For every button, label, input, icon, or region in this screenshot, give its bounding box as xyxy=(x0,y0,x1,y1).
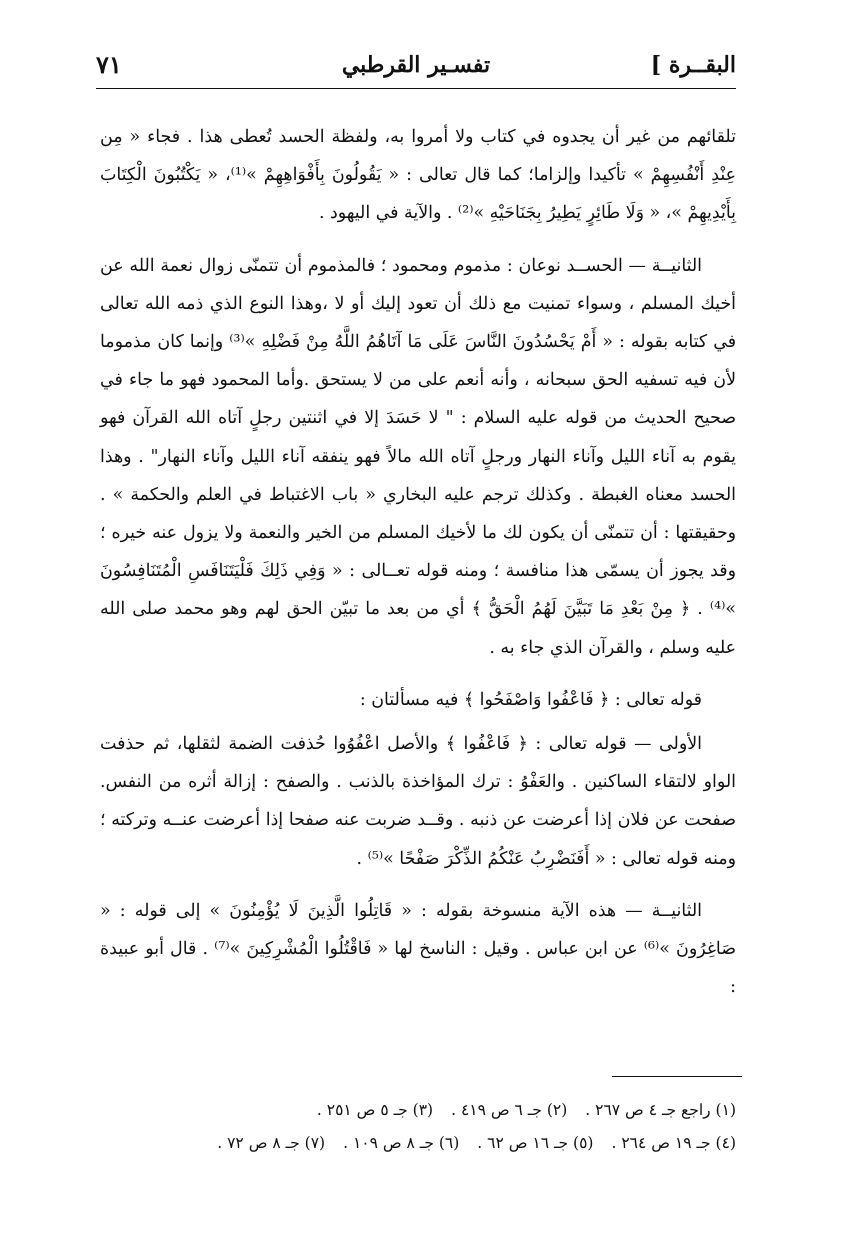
book-title: تفسـير القرطبي xyxy=(341,52,491,78)
footnote-7: (٧) جـ ٨ ص ٧٢ . xyxy=(217,1134,326,1152)
paragraph-continuation: تلقائهم من غير أن يجدوه في كتاب ولا أمروا به، ولفظة الحسد تُعطى هذا . فجاء « مِن عِنْدِ أَنْفُسِهِمْ » تأكيدا وإلزاما؛ كما قال تعالى : « يَقُولُونَ بِأَفْوَاهِهِمْ »⁽¹⁾، « يَكْتُبُونَ الْكِتَابَ بِأَيْدِيهِمْ »، « وَلَا طَائِرٍ يَطِيرُ بِجَنَاحَيْهِ »⁽²⁾ . والآية في اليهود . xyxy=(100,127,736,224)
footnote-row xyxy=(100,1094,736,1127)
footnote-4: (٤) جـ ١٩ ص ٢٦٤ . xyxy=(611,1134,736,1152)
verse-heading: قوله تعالى : ﴿ فَاعْفُوا وَاصْفَحُوا ﴾ فيه مسألتان : xyxy=(359,689,702,710)
footnotes xyxy=(100,1094,736,1160)
paragraph-second-issue: الثانيــة — الحســد نوعان : مذموم ومحمود ؛ فالمذموم أن تتمنّى زوال نعمة الله عن أخيك المسلم ، وسواء تمنيت مع ذلك أن تعود إليك أو لا ،وهذا النوع الذي ذمه الله تعالى في كتابه بقوله : « أَمْ يَحْسُدُونَ النَّاسَ عَلَى مَا آتَاهُمُ اللَّهُ مِنْ فَضْلِهِ »⁽³⁾ وإنما كان مذموما لأن فيه تسفيه الحق سبحانه ، وأنه أنعم على من لا يستحق .وأما المحمود فهو ما جاء في صحيح الحديث من قوله عليه السلام : " لا حَسَدَ إلا في اثنتين رجلٍ آتاه الله القرآن فهو يقوم به آناء الليل وآناء النهار ورجلٍ آتاه الله مالاً فهو ينفقه آناء الليل وآناء النهار" . وهذا الحسد معناه الغبطة . وكذلك ترجم عليه البخاري « باب الاغتباط في العلم والحكمة » . وحقيقتها : أن تتمنّى أن يكون لك ما لأخيك المسلم من الخير والنعمة ولا يزول عنه خيره ؛ وقد يجوز أن يسمّى هذا منافسة ؛ ومنه قوله تعــالى : « وَفِي ذَلِكَ فَلْيَتَنَافَسِ الْمُتَنَافِسُونَ »⁽⁴⁾ . ﴿ مِنْ بَعْدِ مَا تَبَيَّنَ لَهُمُ الْحَقُّ ﴾ أي من بعد ما تبيّن الحق لهم وهو محمد صلى الله عليه وسلم ، والقرآن الذي جاء به . xyxy=(100,255,737,658)
chapter-name: البقــرة ] xyxy=(650,52,736,78)
footnote-5: (٥) جـ ١٦ ص ٦٢ . xyxy=(477,1134,594,1152)
footnote-3: (٣) جـ ٥ ص ٢٥١ . xyxy=(316,1101,434,1119)
footnote-1: (١) راجع جـ ٤ ص ٢٦٧ . xyxy=(585,1101,736,1119)
paragraph-first-question: الأولى — قوله تعالى : ﴿ فَاعْفُوا ﴾ والأصل اعْفُوُوا حُذفت الضمة لثقلها، ثم حذفت الواو لالتقاء الساكنين . والعَفْوُ : ترك المؤاخذة بالذنب . والصفح : إزالة أثره من النفس. صفحت عن فلان إذا أعرضت عن ذنبه . وقــد ضربت عنه صفحا إذا أعرضت عنــه وتركته ؛ ومنه قوله تعالى : « أَفَنَضْرِبُ عَنْكُمُ الذِّكْرَ صَفْحًا »⁽⁵⁾ . xyxy=(100,734,736,869)
header-divider xyxy=(96,88,736,89)
footnote-divider xyxy=(612,1076,742,1077)
page-body xyxy=(100,118,736,1006)
page-number: ٧١ xyxy=(96,50,122,79)
footnote-row xyxy=(100,1127,736,1160)
footnote-2: (٢) جـ ٦ ص ٤١٩ . xyxy=(451,1101,568,1119)
paragraph-second-question: الثانيــة — هذه الآية منسوخة بقوله : « قَاتِلُوا الَّذِينَ لَا يُؤْمِنُونَ » إلى قوله : « صَاغِرُونَ »⁽⁶⁾ عن ابن عباس . وقيل : الناسخ لها « فَاقْتُلُوا الْمُشْرِكِينَ »⁽⁷⁾ . قال أبو عبيدة : xyxy=(100,900,736,998)
footnote-6: (٦) جـ ٨ ص ١٠٩ . xyxy=(343,1134,460,1152)
running-header xyxy=(96,48,736,92)
